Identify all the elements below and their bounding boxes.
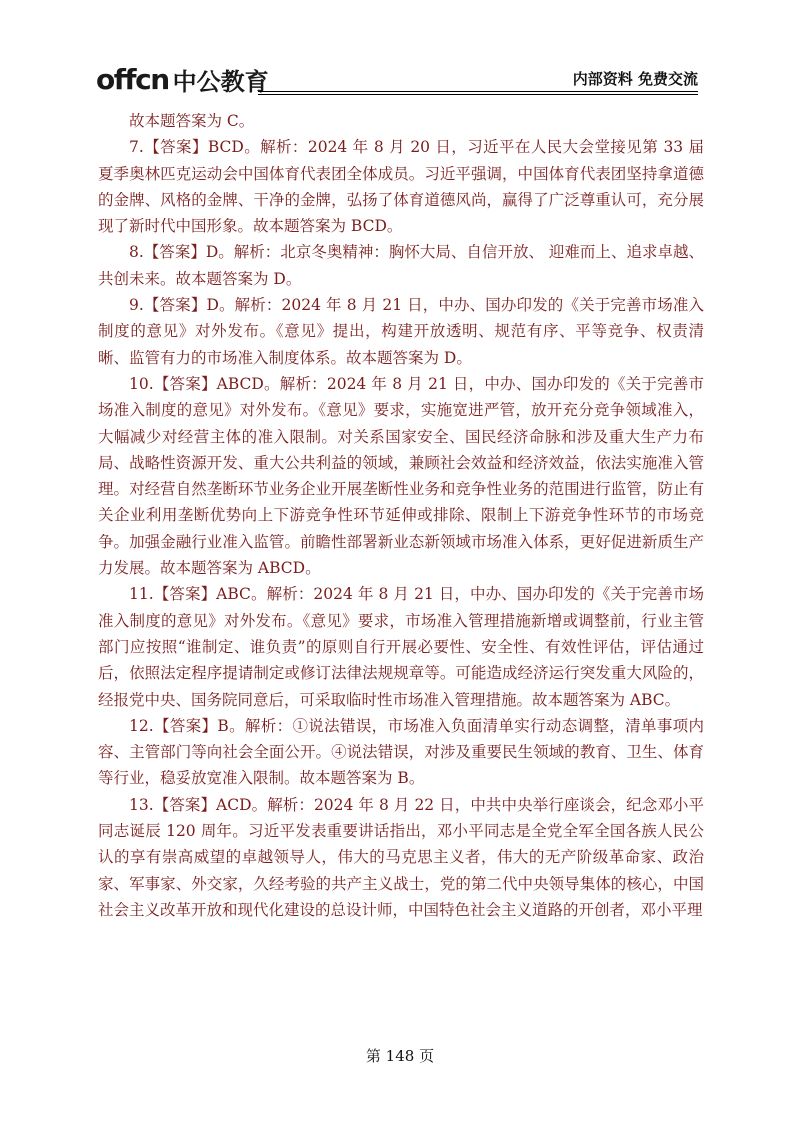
- paragraph-q8: 8.【答案】D。解析：北京冬奥精神：胸怀大局、自信开放、 迎难而上、追求卓越、共创未来。故本题答案为 D。: [98, 243, 704, 288]
- offcn-logo: [96, 60, 269, 94]
- answer-content: [98, 108, 704, 923]
- paragraph-q7: 7.【答案】BCD。解析：2024 年 8 月 20 日，习近平在人民大会堂接见第 33 届夏季奥林匹克运动会中国体育代表团全体成员。习近平强调，中国体育代表团坚持拿道德的金牌、风格的金牌、干净的金牌，弘扬了体育道德风尚，赢得了广泛尊重认可，充分展现了新时代中国形象。故本题答案为 BCD。: [98, 138, 704, 236]
- paragraph-q9: 9.【答案】D。解析：2024 年 8 月 21 日，中办、国办印发的《关于完善市场准入制度的意见》对外发布。《意见》提出，构建开放透明、规范有序、平等竞争、权责清晰、监管有力的市场准入制度体系。故本题答案为 D。: [98, 296, 704, 367]
- header-note: 内部资料 免费交流: [572, 70, 698, 88]
- paragraph-q12: 12.【答案】B。解析：①说法错误，市场准入负面清单实行动态调整，清单事项内容、主管部门等向社会全面公开。④说法错误，对涉及重要民生领域的教育、卫生、体育等行业，稳妥放宽准入限制。故本题答案为 B。: [98, 716, 704, 788]
- page-number: 第 148 页: [365, 1047, 435, 1065]
- header-rule-top: [258, 91, 698, 92]
- paragraph-q10: 10.【答案】ABCD。解析：2024 年 8 月 21 日，中办、国办印发的《关于完善市场准入制度的意见》对外发布。《意见》要求，实施宽进严管，放开充分竞争领域准入，大幅减少对经营主体的准入限制。对关系国家安全、国民经济命脉和涉及重大生产力布局、战略性资源开发、重大公共利益的领域，兼顾社会效益和经济效益，依法实施准入管理。对经营自然垄断环节业务企业开展垄断性业务和竞争性业务的范围进行监管，防止有关企业利用垄断优势向上下游竞争性环节延伸或排除、限制上下游竞争性环节的市场竞争。加强金融行业准入监管。前瞻性部署新业态新领域市场准入体系，更好促进新质生产力发展。故本题答案为 ABCD。: [98, 374, 704, 578]
- paragraph-0: 故本题答案为 C。: [129, 112, 255, 130]
- header-rule-bottom: [258, 94, 698, 95]
- logo-text-en: offcn: [96, 63, 169, 96]
- paragraph-q13: 13.【答案】ACD。解析：2024 年 8 月 22 日，中共中央举行座谈会，纪念邓小平同志诞辰 120 周年。习近平发表重要讲话指出，邓小平同志是全党全军全国各族人民公认的享有崇高威望的卓越领导人，伟大的马克思主义者，伟大的无产阶级革命家、政治家、军事家、外交家，久经考验的共产主义战士，党的第二代中央领导集体的核心，中国社会主义改革开放和现代化建设的总设计师，中国特色社会主义道路的开创者，邓小平理: [98, 795, 704, 919]
- page-header: [96, 50, 698, 94]
- logo-text-cn: 中公教育: [172, 68, 269, 96]
- paragraph-q11: 11.【答案】ABC。解析：2024 年 8 月 21 日，中办、国办印发的《关于完善市场准入制度的意见》对外发布。《意见》要求，市场准入管理措施新增或调整前，行业主管部门应按照“谁制定、谁负责”的原则自行开展必要性、安全性、有效性评估，评估通过后，依照法定程序提请制定或修订法律法规规章等。可能造成经济运行突发重大风险的，经报党中央、国务院同意后，可采取临时性市场准入管理措施。故本题答案为 ABC。: [98, 585, 704, 709]
